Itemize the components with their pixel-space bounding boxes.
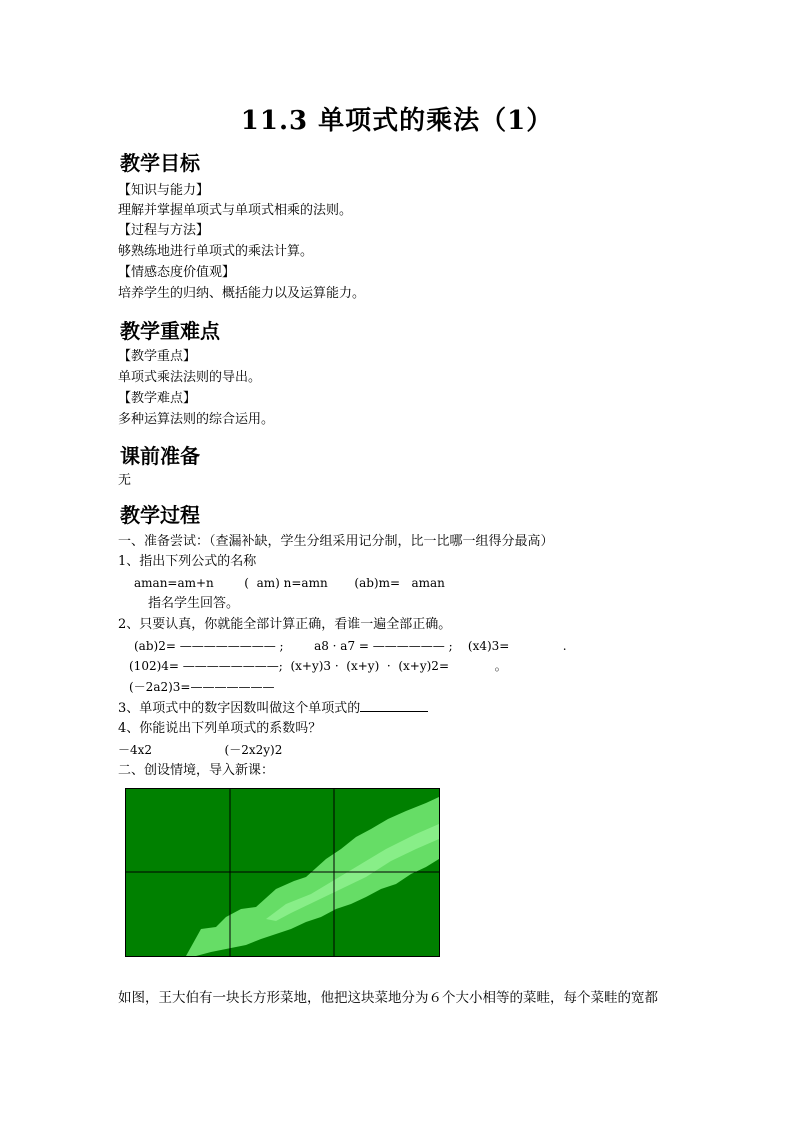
keypoint-difficulty-label: 【教学难点】 xyxy=(118,391,197,406)
goal-knowledge-text: 理解并掌握单项式与单项式相乘的法则。 xyxy=(118,203,353,218)
question-3-text: 3、单项式中的数字因数叫做这个单项式的 xyxy=(118,701,361,716)
keypoint-difficulty-text: 多种运算法则的综合运用。 xyxy=(118,412,275,427)
goal-emotion-label: 【情感态度价值观】 xyxy=(118,265,236,280)
vegetable-garden-figure xyxy=(125,788,440,957)
part-2-heading: 二、创设情境，导入新课： xyxy=(118,763,275,778)
goal-emotion-text: 培养学生的归纳、概括能力以及运算能力。 xyxy=(118,286,366,301)
question-4-items: －4x2 (－2x2y)2 xyxy=(118,743,283,757)
prep-text: 无 xyxy=(118,473,132,488)
section-heading-process: 教学过程 xyxy=(120,503,200,527)
question-1: 1、指出下列公式的名称 xyxy=(118,554,257,569)
question-1-note: 指名学生回答。 xyxy=(148,596,240,611)
page-title: 11.3 单项式的乘法（1） xyxy=(240,106,554,136)
keypoint-focus-text: 单项式乘法法则的导出。 xyxy=(118,370,262,385)
question-2-line-3: (－2a2)3=——————— xyxy=(129,680,275,694)
section-heading-keypoints: 教学重难点 xyxy=(120,319,220,343)
question-1-formulas: aman=am+n ( am) n=amn (ab)m= aman xyxy=(134,576,445,590)
question-2-line-2: (102)4= ————————; (x+y)3 · (x+y) · (x+y)2= 。 xyxy=(129,659,507,673)
question-3 xyxy=(118,699,428,718)
answer-blank xyxy=(360,699,428,712)
goal-process-text: 够熟练地进行单项式的乘法计算。 xyxy=(118,244,314,259)
garden-grid-image xyxy=(126,789,439,956)
keypoint-focus-label: 【教学重点】 xyxy=(118,349,197,364)
process-intro: 一、准备尝试：（查漏补缺，学生分组采用记分制，比一比哪一组得分最高） xyxy=(118,534,554,549)
question-2-line-1: (ab)2= ———————— ; a8 · a7 = —————— ; (x4)3= . xyxy=(134,639,567,653)
section-heading-goals: 教学目标 xyxy=(120,151,200,175)
goal-knowledge-label: 【知识与能力】 xyxy=(118,183,210,198)
question-2: 2、只要认真，你就能全部计算正确，看谁一遍全部正确。 xyxy=(118,617,452,632)
section-heading-prep: 课前准备 xyxy=(120,444,200,468)
goal-process-label: 【过程与方法】 xyxy=(118,223,210,238)
question-4: 4、你能说出下列单项式的系数吗？ xyxy=(118,721,322,736)
bottom-paragraph: 如图，王大伯有一块长方形菜地，他把这块菜地分为６个大小相等的菜畦，每个菜畦的宽都 xyxy=(118,990,658,1006)
